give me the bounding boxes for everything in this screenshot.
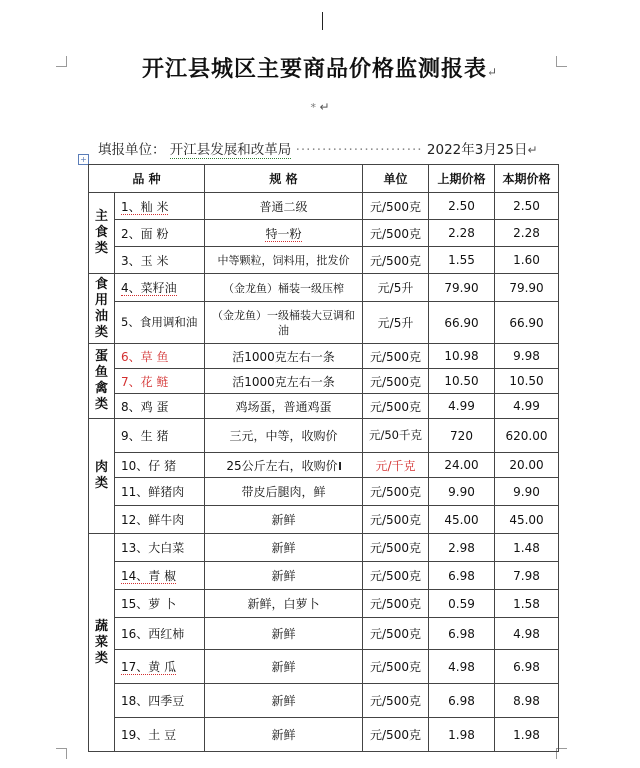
table-row [89,453,559,478]
table-row [89,478,559,506]
price-table [88,164,559,752]
item-spec[interactable] [205,453,363,478]
item-prev-price[interactable]: 10.50 [429,369,495,394]
item-curr-price[interactable]: 2.50 [495,193,559,220]
header-unit[interactable]: 单位 [363,165,429,193]
table-header-row [89,165,559,193]
header-variety[interactable]: 品 种 [89,165,205,193]
item-name[interactable]: 10、仔 猪 [115,453,205,478]
item-name[interactable]: 18、四季豆 [115,684,205,718]
item-prev-price[interactable]: 1.55 [429,247,495,274]
item-spec[interactable] [205,220,363,247]
item-name[interactable]: 8、鸡 蛋 [115,394,205,419]
item-unit[interactable]: 元/500克 [363,344,429,369]
item-curr-price[interactable]: 20.00 [495,453,559,478]
item-spec[interactable]: 新鲜，白萝卜 [205,590,363,618]
document-title-text: 开江县城区主要商品价格监测报表 [141,56,487,82]
paragraph-mark-icon: ↵ [527,143,538,157]
item-spec[interactable]: （金龙鱼）桶装一级压榨 [205,274,363,302]
item-prev-price[interactable]: 6.98 [429,618,495,650]
table-row [89,562,559,590]
table-row [89,302,559,344]
item-prev-price[interactable]: 6.98 [429,684,495,718]
table-row [89,193,559,220]
item-name[interactable]: 2、面 粉 [115,220,205,247]
category-vegetable[interactable]: 蔬菜类 [89,534,115,752]
item-prev-price[interactable]: 45.00 [429,506,495,534]
item-curr-price[interactable]: 7.98 [495,562,559,590]
item-curr-price[interactable]: 6.98 [495,650,559,684]
item-spec[interactable]: 新鲜 [205,506,363,534]
item-unit[interactable]: 元/500克 [363,394,429,419]
item-curr-price[interactable]: 9.90 [495,478,559,506]
item-name[interactable]: 5、食用调和油 [115,302,205,344]
item-unit[interactable]: 元/500克 [363,369,429,394]
table-row [89,419,559,453]
item-prev-price[interactable]: 10.98 [429,344,495,369]
table-row [89,274,559,302]
item-curr-price[interactable]: 4.98 [495,618,559,650]
table-row [89,220,559,247]
header-spec[interactable]: 规 格 [205,165,363,193]
item-spec[interactable]: 新鲜 [205,618,363,650]
header-prev-price[interactable]: 上期价格 [429,165,495,193]
item-unit[interactable]: 元/5升 [363,274,429,302]
item-name[interactable] [115,274,205,302]
item-name[interactable]: 13、大白菜 [115,534,205,562]
report-unit-label: 填报单位： [98,142,166,158]
item-unit[interactable]: 元/500克 [363,478,429,506]
item-spec[interactable]: 带皮后腿肉，鲜 [205,478,363,506]
item-name[interactable]: 3、玉 米 [115,247,205,274]
item-prev-price[interactable]: 4.98 [429,650,495,684]
table-row [89,394,559,419]
item-unit[interactable]: 元/500克 [363,506,429,534]
report-info-line[interactable] [98,138,558,158]
item-name[interactable]: 12、鲜牛肉 [115,506,205,534]
item-unit[interactable]: 元/500克 [363,618,429,650]
category-staple[interactable]: 主食类 [89,193,115,274]
item-name[interactable]: 7、花 鲢 [115,369,205,394]
item-curr-price[interactable]: 8.98 [495,684,559,718]
item-spec[interactable]: 鸡场蛋，普通鸡蛋 [205,394,363,419]
category-edible-oil[interactable]: 食用油类 [89,274,115,344]
item-unit[interactable]: 元/50千克 [363,419,429,453]
item-prev-price[interactable]: 4.99 [429,394,495,419]
item-spec[interactable]: 活1000克左右一条 [205,369,363,394]
item-curr-price[interactable]: 4.99 [495,394,559,419]
item-curr-price[interactable]: 1.60 [495,247,559,274]
item-name[interactable]: 15、萝 卜 [115,590,205,618]
item-spec[interactable]: 新鲜 [205,718,363,752]
item-spec[interactable]: 新鲜 [205,650,363,684]
item-prev-price[interactable]: 1.98 [429,718,495,752]
item-unit[interactable]: 元/500克 [363,562,429,590]
item-unit[interactable]: 元/500克 [363,718,429,752]
item-prev-price[interactable]: 9.90 [429,478,495,506]
table-row [89,506,559,534]
paragraph-mark-icon: ↵ [319,100,330,114]
item-name[interactable] [115,193,205,220]
item-prev-price[interactable]: 0.59 [429,590,495,618]
item-curr-price[interactable]: 10.50 [495,369,559,394]
item-prev-price[interactable]: 2.50 [429,193,495,220]
text-cursor [322,12,323,30]
table-row [89,650,559,684]
item-curr-price[interactable]: 620.00 [495,419,559,453]
item-name[interactable]: 19、土 豆 [115,718,205,752]
item-name[interactable] [115,650,205,684]
category-meat[interactable]: 肉类 [89,419,115,534]
item-unit[interactable]: 元/500克 [363,650,429,684]
item-prev-price[interactable]: 6.98 [429,562,495,590]
item-unit[interactable]: 元/500克 [363,220,429,247]
table-move-handle-icon[interactable]: + [78,154,89,165]
paragraph-mark-icon: ↵ [486,65,499,79]
table-row [89,590,559,618]
table-row [89,247,559,274]
item-spec[interactable]: 新鲜 [205,684,363,718]
item-spec-text: 特一粉 [265,226,302,241]
item-prev-price[interactable]: 66.90 [429,302,495,344]
document-title[interactable] [0,52,640,83]
item-spec[interactable]: 普通二级 [205,193,363,220]
report-unit: 开江县发展和改革局 [169,142,292,158]
item-name-text: 1、籼 米 [121,199,169,214]
item-curr-price[interactable]: 45.00 [495,506,559,534]
item-spec[interactable]: 三元，中等，收购价 [205,419,363,453]
header-curr-price[interactable]: 本期价格 [495,165,559,193]
dotted-leader: ························ [295,142,423,158]
item-name[interactable]: 11、鲜猪肉 [115,478,205,506]
item-name[interactable]: 6、草 鱼 [115,344,205,369]
item-name-text: 14、青 椒 [121,569,177,583]
item-curr-price[interactable]: 1.58 [495,590,559,618]
item-curr-price[interactable]: 1.48 [495,534,559,562]
center-mark-line[interactable] [0,100,640,114]
item-name[interactable] [115,562,205,590]
item-spec[interactable]: 活1000克左右一条 [205,344,363,369]
table-row [89,344,559,369]
item-unit[interactable]: 元/5升 [363,302,429,344]
center-mark: * [310,101,316,114]
item-prev-price[interactable]: 2.28 [429,220,495,247]
item-name-text: 4、菜籽油 [121,281,177,295]
item-prev-price[interactable]: 720 [429,419,495,453]
item-unit[interactable]: 元/500克 [363,193,429,220]
item-name[interactable]: 16、西红柿 [115,618,205,650]
table-row [89,369,559,394]
category-egg-fish-poultry[interactable]: 蛋鱼禽类 [89,344,115,419]
item-curr-price[interactable]: 1.98 [495,718,559,752]
table-row [89,534,559,562]
table-row [89,684,559,718]
item-spec-text: 25公斤左右，收购价 [226,458,338,473]
table-row [89,618,559,650]
item-name-text: 17、黄 瓜 [121,660,177,674]
table-row [89,718,559,752]
item-curr-price[interactable]: 66.90 [495,302,559,344]
item-curr-price[interactable]: 79.90 [495,274,559,302]
item-prev-price[interactable]: 79.90 [429,274,495,302]
item-unit[interactable]: 元/500克 [363,590,429,618]
item-spec[interactable]: 中等颗粒，饲料用，批发价 [205,247,363,274]
item-name[interactable]: 9、生 猪 [115,419,205,453]
item-unit[interactable]: 元/500克 [363,247,429,274]
margin-corner-mark [56,748,67,759]
item-spec[interactable]: （金龙鱼）一级桶装大豆调和油 [205,302,363,344]
item-prev-price[interactable]: 24.00 [429,453,495,478]
item-unit[interactable]: 元/500克 [363,684,429,718]
item-spec[interactable]: 新鲜 [205,562,363,590]
item-curr-price[interactable]: 9.98 [495,344,559,369]
text-cursor-icon [339,462,341,470]
item-spec[interactable]: 新鲜 [205,534,363,562]
report-date: 2022年3月25日 [426,142,528,158]
item-prev-price[interactable]: 2.98 [429,534,495,562]
item-curr-price[interactable]: 2.28 [495,220,559,247]
item-unit[interactable]: 元/500克 [363,534,429,562]
item-unit[interactable]: 元/千克 [363,453,429,478]
